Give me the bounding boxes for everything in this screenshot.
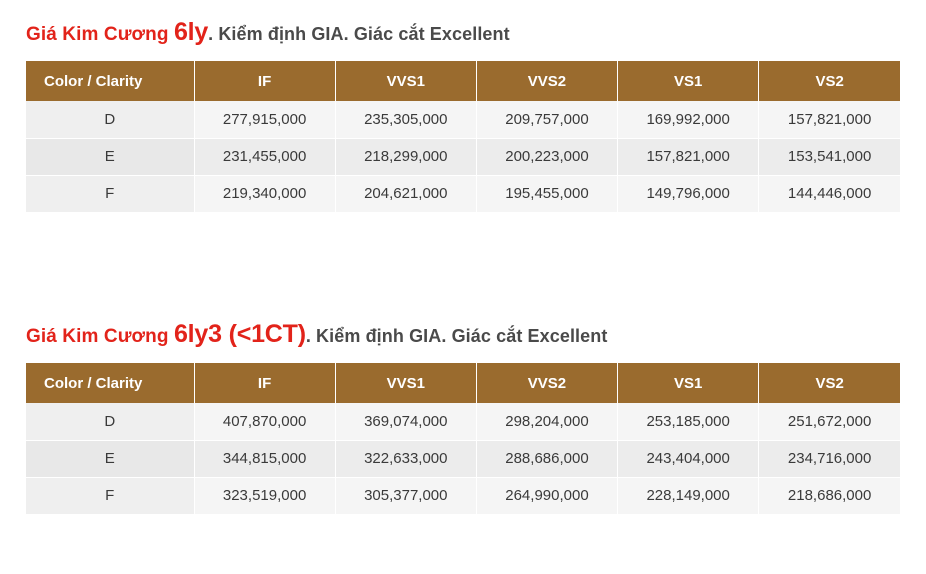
price-cell: 219,340,000 xyxy=(194,175,335,212)
price-cell: 169,992,000 xyxy=(618,101,759,138)
price-cell: 231,455,000 xyxy=(194,138,335,175)
column-header-vs1: VS1 xyxy=(618,363,759,403)
price-cell: 323,519,000 xyxy=(194,477,335,514)
title-rest: . Kiểm định GIA. Giác cắt Excellent xyxy=(305,326,608,346)
title-prefix: Giá Kim Cương xyxy=(26,24,174,45)
title-prefix: Giá Kim Cương xyxy=(26,326,174,347)
table-body xyxy=(26,101,900,212)
table-header xyxy=(26,61,900,101)
price-cell: 149,796,000 xyxy=(618,175,759,212)
table-body xyxy=(26,403,900,514)
price-cell: 322,633,000 xyxy=(335,440,476,477)
price-section-6ly3 xyxy=(0,320,926,514)
column-header-vvs2: VVS2 xyxy=(476,363,617,403)
column-header-color-clarity: Color / Clarity xyxy=(26,61,194,101)
price-cell: 153,541,000 xyxy=(759,138,900,175)
price-cell: 218,686,000 xyxy=(759,477,900,514)
column-header-vvs2: VVS2 xyxy=(476,61,617,101)
table-row xyxy=(26,138,900,175)
price-cell: 298,204,000 xyxy=(476,403,617,440)
column-header-vs1: VS1 xyxy=(618,61,759,101)
price-section-6ly xyxy=(0,18,926,212)
table-row xyxy=(26,440,900,477)
price-table-6ly xyxy=(26,61,900,212)
price-cell: 369,074,000 xyxy=(335,403,476,440)
price-cell: 251,672,000 xyxy=(759,403,900,440)
row-label: F xyxy=(26,175,194,212)
column-header-vvs1: VVS1 xyxy=(335,363,476,403)
column-header-vs2: VS2 xyxy=(759,61,900,101)
title-rest: . Kiểm định GIA. Giác cắt Excellent xyxy=(208,24,510,44)
price-cell: 277,915,000 xyxy=(194,101,335,138)
price-cell: 200,223,000 xyxy=(476,138,617,175)
price-cell: 234,716,000 xyxy=(759,440,900,477)
price-cell: 305,377,000 xyxy=(335,477,476,514)
column-header-vvs1: VVS1 xyxy=(335,61,476,101)
table-row xyxy=(26,403,900,440)
section-title-6ly3 xyxy=(26,320,926,349)
header-row xyxy=(26,363,900,403)
price-cell: 144,446,000 xyxy=(759,175,900,212)
price-cell: 344,815,000 xyxy=(194,440,335,477)
section-title-6ly xyxy=(26,18,926,47)
column-header-color-clarity: Color / Clarity xyxy=(26,363,194,403)
table-row xyxy=(26,101,900,138)
title-size: 6ly xyxy=(173,18,209,46)
price-cell: 243,404,000 xyxy=(618,440,759,477)
row-label: D xyxy=(26,403,194,440)
row-label: E xyxy=(26,138,194,175)
price-cell: 218,299,000 xyxy=(335,138,476,175)
price-cell: 253,185,000 xyxy=(618,403,759,440)
price-cell: 235,305,000 xyxy=(335,101,476,138)
price-cell: 407,870,000 xyxy=(194,403,335,440)
price-table-6ly3 xyxy=(26,363,900,514)
title-size: 6ly3 (<1CT) xyxy=(173,320,306,348)
price-cell: 157,821,000 xyxy=(759,101,900,138)
row-label: D xyxy=(26,101,194,138)
row-label: E xyxy=(26,440,194,477)
header-row xyxy=(26,61,900,101)
column-header-vs2: VS2 xyxy=(759,363,900,403)
table-row xyxy=(26,175,900,212)
price-cell: 264,990,000 xyxy=(476,477,617,514)
table-header xyxy=(26,363,900,403)
price-cell: 209,757,000 xyxy=(476,101,617,138)
price-cell: 195,455,000 xyxy=(476,175,617,212)
price-cell: 228,149,000 xyxy=(618,477,759,514)
price-cell: 288,686,000 xyxy=(476,440,617,477)
row-label: F xyxy=(26,477,194,514)
price-cell: 157,821,000 xyxy=(618,138,759,175)
column-header-if: IF xyxy=(194,363,335,403)
table-row xyxy=(26,477,900,514)
price-cell: 204,621,000 xyxy=(335,175,476,212)
column-header-if: IF xyxy=(194,61,335,101)
